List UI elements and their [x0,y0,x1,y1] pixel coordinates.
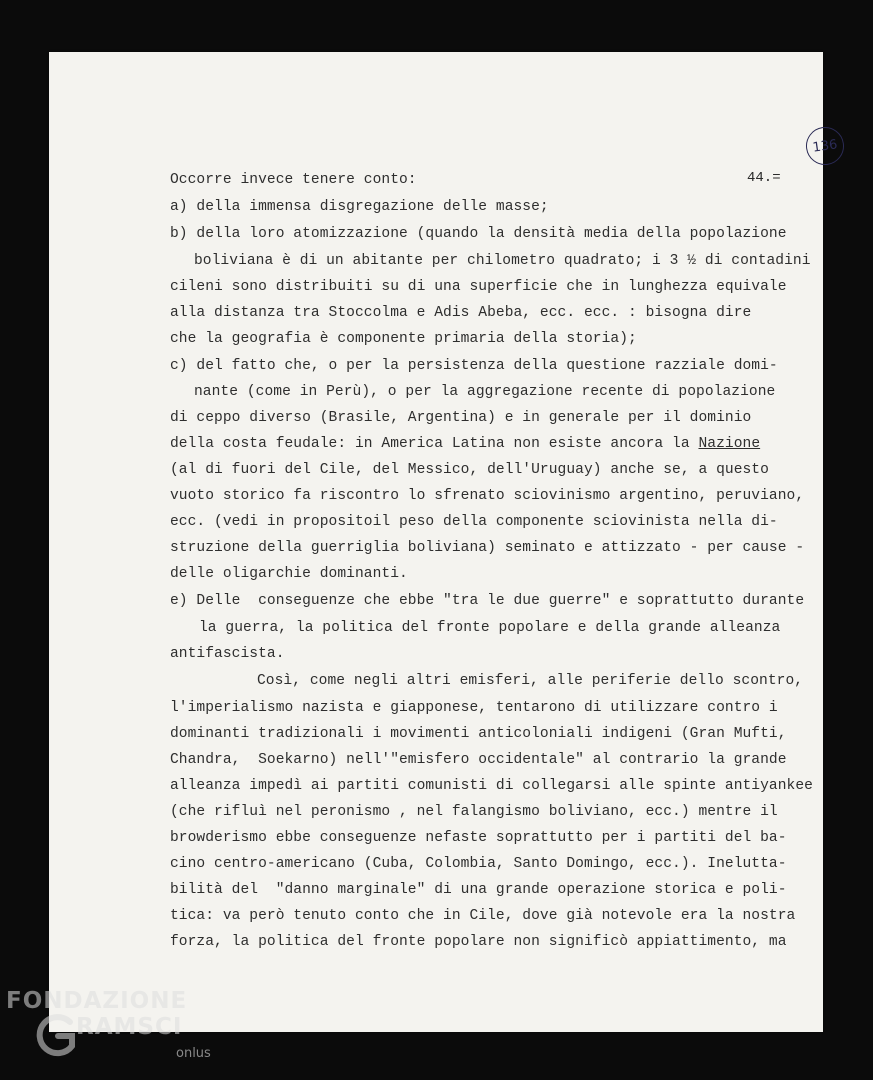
text-line: Così, come negli altri emisferi, alle periferie dello scontro, [257,673,804,689]
text-line: Chandra, Soekarno) nell'"emisfero occidentale" al contrario la grande [170,752,787,768]
text-line: bilità del "danno marginale" di una grande operazione storica e poli- [170,882,787,898]
text-line: cileni sono distribuiti su di una superficie che in lunghezza equivale [170,279,787,295]
text-line: browderismo ebbe conseguenze nefaste soprattutto per i partiti del ba- [170,830,787,846]
document-page [49,52,839,1032]
text-line: dominanti tradizionali i movimenti anticoloniali indigeni (Gran Mufti, [170,726,787,742]
text-line: antifascista. [170,646,285,662]
text-line: vuoto storico fa riscontro lo sfrenato sciovinismo argentino, peruviano, [170,488,805,504]
text-line: delle oligarchie dominanti. [170,566,408,582]
underlined-word: Nazione [698,436,761,452]
watermark-suffix: onlus [176,1046,211,1061]
text-line: la guerra, la politica del fronte popolare e della grande alleanza [199,620,781,636]
watermark-line2: RAMSCI [76,1014,183,1040]
text-line: che la geografia è componente primaria della storia); [170,331,637,347]
text-line: ecc. (vedi in propositoil peso della componente sciovinista nella di- [170,514,778,530]
archive-stamp: 136 [804,125,847,168]
text-line: alla distanza tra Stoccolma e Adis Abeba, ecc. ecc. : bisogna dire [170,305,752,321]
text-line: l'imperialismo nazista e giapponese, tentarono di utilizzare contro i [170,700,778,716]
text-line: Occorre invece tenere conto: [170,172,417,188]
text-line: a) della immensa disgregazione delle masse; [170,199,549,215]
text-line [170,436,760,452]
text-line: c) del fatto che, o per la persistenza della questione razziale domi- [170,358,778,374]
text-line: di ceppo diverso (Brasile, Argentina) e in generale per il dominio [170,410,752,426]
text-line: struzione della guerriglia boliviana) seminato e attizzato - per cause - [170,540,805,556]
text-line: (al di fuori del Cile, del Messico, dell'Uruguay) anche se, a questo [170,462,769,478]
text-line: cino centro-americano (Cuba, Colombia, Santo Domingo, ecc.). Inelutta- [170,856,787,872]
text-line: forza, la politica del fronte popolare non significò appiattimento, ma [170,934,787,950]
watermark-line1: FONDAZIONE [6,988,188,1014]
text-line: b) della loro atomizzazione (quando la densità media della popolazione [170,226,787,242]
fondazione-gramsci-watermark [6,988,216,1078]
text-line: (che rifluì nel peronismo , nel falangismo boliviano, ecc.) mentre il [170,804,778,820]
text-line: boliviana è di un abitante per chilometro quadrato; i 3 ½ di contadini [194,253,811,269]
text-line: alleanza impedì ai partiti comunisti di collegarsi alle spinte antiyankee [170,778,813,794]
text-line: tica: va però tenuto conto che in Cile, dove già notevole era la nostra [170,908,796,924]
text-line: e) Delle conseguenze che ebbe "tra le due guerre" e soprattutto durante [170,593,805,609]
text-line-part: della costa feudale: in America Latina non esiste ancora la [170,436,699,452]
text-line: nante (come in Perù), o per la aggregazione recente di popolazione [194,384,776,400]
page-number: 44.= [747,170,781,186]
g-logo-icon [36,1012,76,1060]
